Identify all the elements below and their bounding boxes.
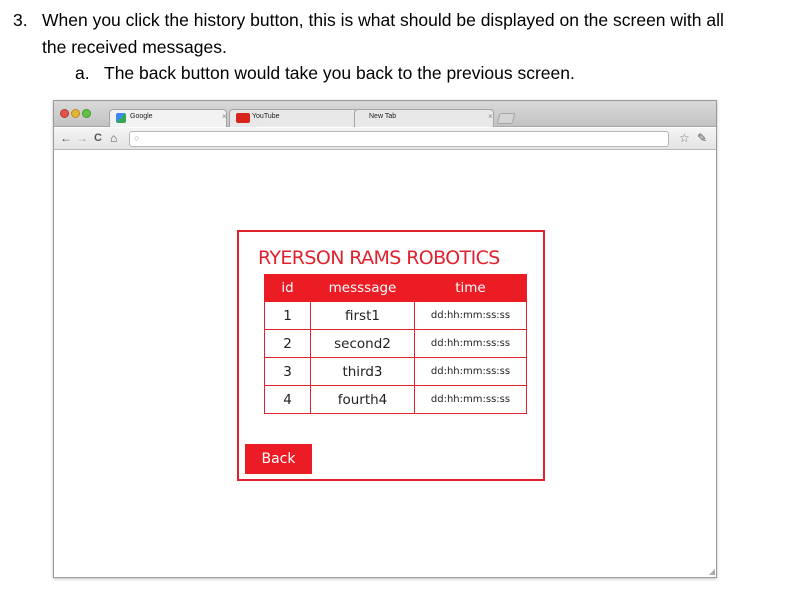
tab-youtube[interactable] xyxy=(229,109,359,127)
tab-close-icon[interactable]: × xyxy=(222,112,227,121)
tab-bar xyxy=(54,101,716,127)
table-row xyxy=(265,330,527,358)
browser-toolbar xyxy=(54,128,716,150)
column-header-message: messsage xyxy=(311,275,415,302)
cell-message: second2 xyxy=(311,330,415,358)
sub-list-label: a. xyxy=(75,63,90,83)
tab-new-tab[interactable] xyxy=(354,109,494,127)
home-icon[interactable]: ⌂ xyxy=(110,131,118,145)
tab-google[interactable] xyxy=(109,109,227,127)
table-header-row xyxy=(265,275,527,302)
instruction-line-1: When you click the history button, this is what should be displayed on the screen with all xyxy=(42,10,724,30)
cell-time: dd:hh:mm:ss:ss xyxy=(415,302,527,330)
cell-id: 4 xyxy=(265,386,311,414)
cell-time: dd:hh:mm:ss:ss xyxy=(415,386,527,414)
app-title: RYERSON RAMS ROBOTICS xyxy=(258,247,500,269)
tab-close-icon[interactable]: × xyxy=(488,112,493,121)
cell-message: third3 xyxy=(311,358,415,386)
sub-instruction-text: The back button would take you back to the previous screen. xyxy=(104,63,575,83)
wrench-menu-icon[interactable]: ✎ xyxy=(697,131,708,145)
window-close-icon[interactable] xyxy=(60,109,69,118)
forward-arrow-icon[interactable]: → xyxy=(76,131,88,145)
bookmark-star-icon[interactable]: ☆ xyxy=(679,131,690,145)
list-number: 3. xyxy=(13,10,28,30)
tab-label: Google xyxy=(130,113,153,120)
window-minimize-icon[interactable] xyxy=(71,109,80,118)
cell-time: dd:hh:mm:ss:ss xyxy=(415,330,527,358)
column-header-time: time xyxy=(415,275,527,302)
table-row xyxy=(265,386,527,414)
back-button[interactable]: Back xyxy=(245,444,312,474)
table-row xyxy=(265,302,527,330)
cell-id: 3 xyxy=(265,358,311,386)
table-row xyxy=(265,358,527,386)
page-icon: ○ xyxy=(134,133,140,143)
cell-id: 1 xyxy=(265,302,311,330)
cell-id: 2 xyxy=(265,330,311,358)
cell-message: fourth4 xyxy=(311,386,415,414)
tab-label: New Tab xyxy=(369,113,397,120)
column-header-id: id xyxy=(265,275,311,302)
youtube-favicon-icon xyxy=(236,113,250,123)
instruction-line-2: the received messages. xyxy=(42,37,227,57)
back-arrow-icon[interactable]: ← xyxy=(60,131,72,145)
tab-label: YouTube xyxy=(252,113,280,120)
resize-grip-icon[interactable]: ◢ xyxy=(708,567,715,576)
address-bar[interactable] xyxy=(129,131,669,147)
window-maximize-icon[interactable] xyxy=(82,109,91,118)
google-favicon-icon xyxy=(116,113,126,123)
reload-icon[interactable]: C xyxy=(94,132,102,144)
history-panel xyxy=(237,230,545,481)
cell-time: dd:hh:mm:ss:ss xyxy=(415,358,527,386)
cell-message: first1 xyxy=(311,302,415,330)
new-tab-button[interactable] xyxy=(497,113,516,124)
messages-table xyxy=(264,274,527,414)
